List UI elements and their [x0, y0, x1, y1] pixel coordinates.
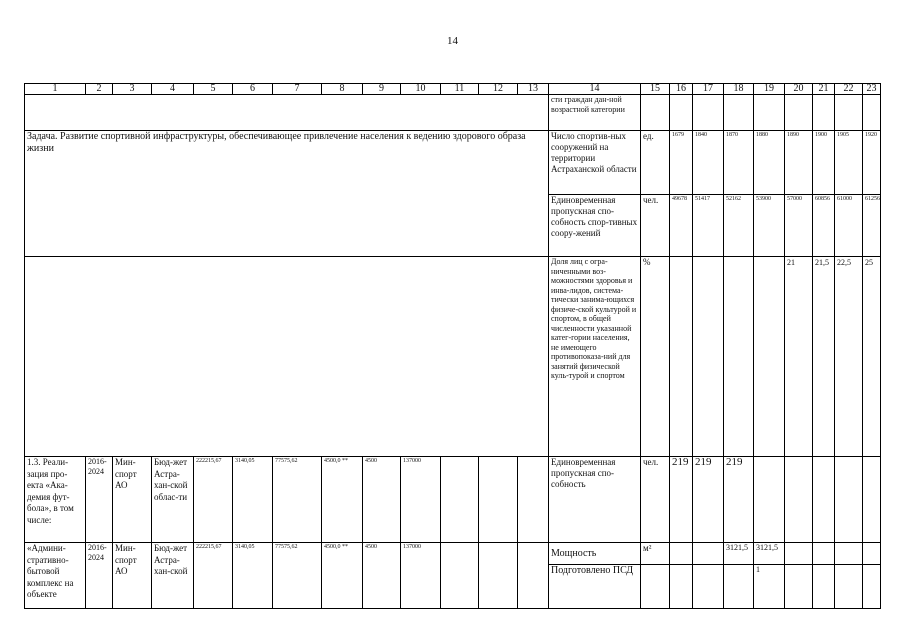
value-cell: 3121,5: [724, 543, 754, 565]
indicator-cell: Доля лиц с огра-ниченными воз-можностями здоровья и инва-лидов, система-тически занима-ющихся физиче-ской культурой и спортом, в общей численности указанной катег-гории населения, не имеющего противопоказа-ний для занятий физической куль-турой и спортом: [549, 257, 641, 457]
amount-cell: 137000: [401, 457, 441, 543]
value-cell: [724, 565, 754, 609]
value-cell: [693, 565, 724, 609]
value-cell: 57000: [785, 195, 813, 257]
value-cell: 219: [693, 457, 724, 543]
value-cell: [693, 543, 724, 565]
col-number: 16: [670, 84, 693, 95]
col-number: 8: [322, 84, 363, 95]
value-cell: [863, 457, 881, 543]
value-cell: 219: [670, 457, 693, 543]
unit-cell: чел.: [641, 195, 670, 257]
indicator-cell: Единовременная пропускная спо-собность спор-тивных соору-жений: [549, 195, 641, 257]
amount-cell: 4500,0 **: [322, 457, 363, 543]
value-cell: 1900: [813, 131, 835, 195]
amount-cell: 222215,67: [194, 457, 233, 543]
item-1-3-row: [25, 457, 881, 543]
value-cell: 25: [863, 257, 881, 457]
col-number: 4: [152, 84, 194, 95]
value-cell: [813, 457, 835, 543]
period-cell: 2016-2024: [86, 543, 113, 609]
col-number: 20: [785, 84, 813, 95]
indicator-cell: Подготовлено ПСД: [549, 565, 641, 609]
col-number: 14: [549, 84, 641, 95]
unit-cell: м²: [641, 543, 670, 565]
value-cell: 51417: [693, 195, 724, 257]
col-number: 21: [813, 84, 835, 95]
indicator-cell: Единовременная пропускная спо-собность: [549, 457, 641, 543]
continuation-row: [25, 95, 881, 131]
value-cell: 1870: [724, 131, 754, 195]
unit-cell: [641, 565, 670, 609]
value-cell: [835, 543, 863, 565]
col-number: 12: [479, 84, 518, 95]
value-cell: [785, 457, 813, 543]
indicator-row-disabled: [25, 257, 881, 457]
value-cell: [813, 565, 835, 609]
value-cell: [693, 257, 724, 457]
col-number: 18: [724, 84, 754, 95]
value-cell: 60856: [813, 195, 835, 257]
value-cell: [835, 565, 863, 609]
unit-cell: ед.: [641, 131, 670, 195]
activity-name: «Админи-стративно-бытовой комплекс на объекте: [25, 543, 86, 609]
amount-cell: 222215,67: [194, 543, 233, 609]
col-number: 10: [401, 84, 441, 95]
col-number: 17: [693, 84, 724, 95]
program-table: [24, 83, 881, 609]
value-cell: 49678: [670, 195, 693, 257]
value-cell: 21,5: [813, 257, 835, 457]
col-number: 23: [863, 84, 881, 95]
value-cell: [863, 565, 881, 609]
value-cell: [724, 257, 754, 457]
amount-cell: 77575,62: [273, 543, 322, 609]
value-cell: [670, 257, 693, 457]
page-number: 14: [447, 35, 458, 47]
value-cell: [754, 257, 785, 457]
funding-source-cell: Бюд-жет Астра-хан-ской облас-ти: [152, 457, 194, 543]
activity-name: 1.3. Реали-зация про-екта «Ака-демия фут-бола», в том числе:: [25, 457, 86, 543]
value-cell: 61256: [863, 195, 881, 257]
blank-cell: [25, 95, 549, 131]
value-cell: 53900: [754, 195, 785, 257]
value-cell: [754, 457, 785, 543]
amount-cell: 4500: [363, 457, 401, 543]
period-cell: 2016-2024: [86, 457, 113, 543]
col-number: 5: [194, 84, 233, 95]
amount-cell: 137000: [401, 543, 441, 609]
col-number: 19: [754, 84, 785, 95]
indicator-cell: Число спортив-ных сооружений на территории Астраханской области: [549, 131, 641, 195]
amount-cell: 77575,62: [273, 457, 322, 543]
col-number: 11: [441, 84, 479, 95]
value-cell: 1920: [863, 131, 881, 195]
value-cell: 1679: [670, 131, 693, 195]
col-number: 3: [113, 84, 152, 95]
amount-cell: 4500: [363, 543, 401, 609]
item-admin-row-1: [25, 543, 881, 565]
value-cell: 1905: [835, 131, 863, 195]
value-cell: 219: [724, 457, 754, 543]
value-cell: 22,5: [835, 257, 863, 457]
col-number: 9: [363, 84, 401, 95]
executor-cell: Мин-спорт АО: [113, 543, 152, 609]
column-number-row: [25, 84, 881, 95]
amount-cell: 3140,05: [233, 543, 273, 609]
amount-cell: 4500,0 **: [322, 543, 363, 609]
value-cell: [670, 565, 693, 609]
amount-cell: 3140,05: [233, 457, 273, 543]
value-cell: 1: [754, 565, 785, 609]
value-cell: 21: [785, 257, 813, 457]
value-cell: 3121,5: [754, 543, 785, 565]
value-cell: 52162: [724, 195, 754, 257]
col-number: 15: [641, 84, 670, 95]
value-cell: 1880: [754, 131, 785, 195]
unit-cell: чел.: [641, 457, 670, 543]
value-cell: [835, 457, 863, 543]
value-cell: [863, 543, 881, 565]
col-number: 7: [273, 84, 322, 95]
col-number: 6: [233, 84, 273, 95]
value-cell: [785, 565, 813, 609]
value-cell: [670, 543, 693, 565]
indicator-cell: сти граждан дан-ной возрастной категории: [549, 95, 641, 131]
funding-source-cell: Бюд-жет Астра-хан-ской: [152, 543, 194, 609]
value-cell: 1840: [693, 131, 724, 195]
col-number: 13: [518, 84, 549, 95]
col-number: 22: [835, 84, 863, 95]
col-number: 1: [25, 84, 86, 95]
indicator-cell: Мощность: [549, 543, 641, 565]
task-row-1: [25, 131, 881, 195]
executor-cell: Мин-спорт АО: [113, 457, 152, 543]
task-text: Задача. Развитие спортивной инфраструктуры, обеспечивающее привлечение населения к ведению здорового образа жизни: [25, 131, 549, 257]
value-cell: [813, 543, 835, 565]
blank-cell: [25, 257, 549, 457]
value-cell: [785, 543, 813, 565]
unit-cell: %: [641, 257, 670, 457]
value-cell: 61000: [835, 195, 863, 257]
value-cell: 1890: [785, 131, 813, 195]
col-number: 2: [86, 84, 113, 95]
